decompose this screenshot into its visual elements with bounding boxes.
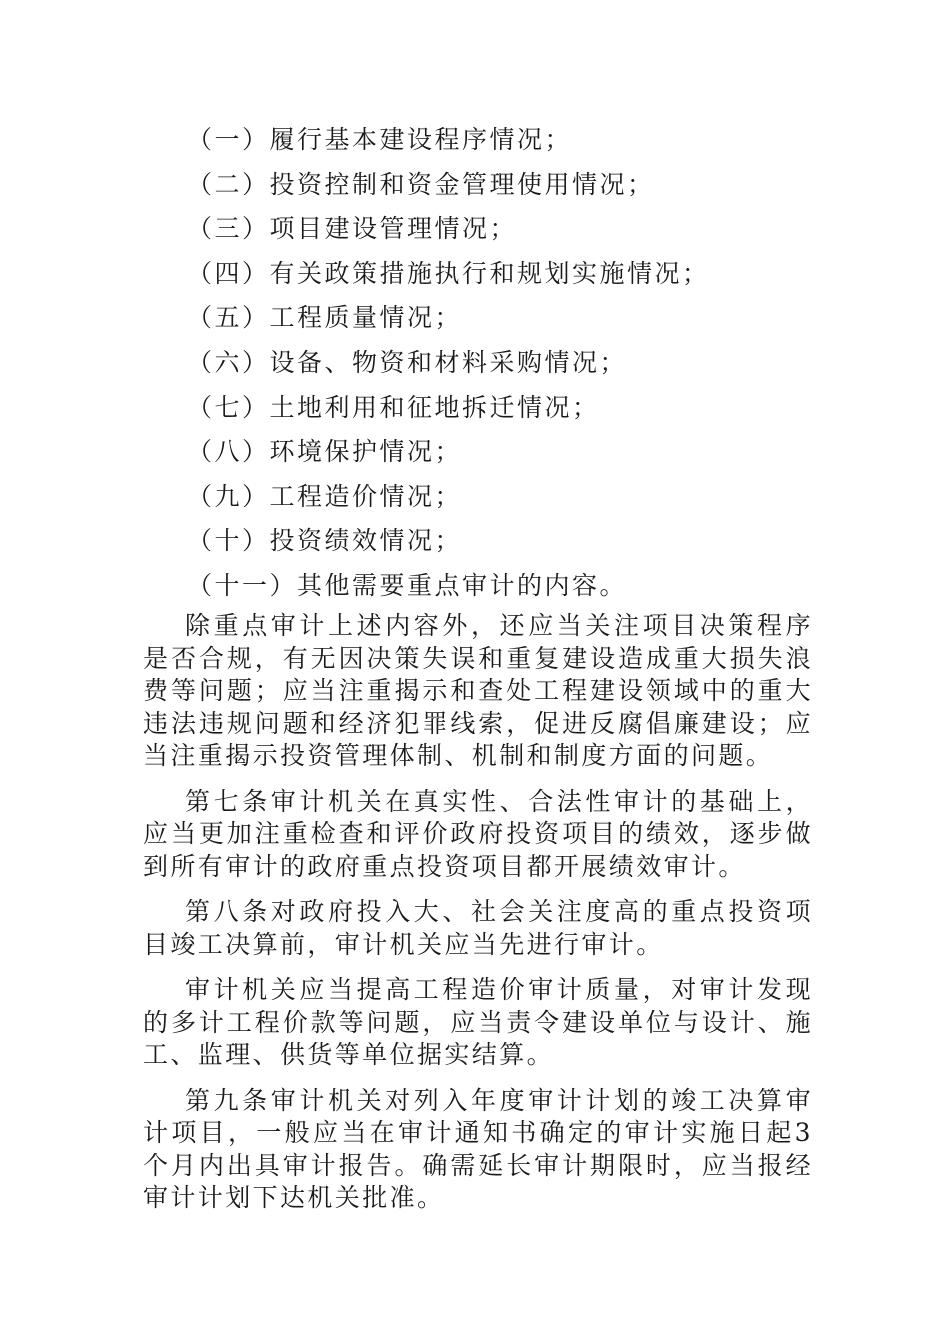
paragraph: 审计机关应当提高工程造价审计质量，对审计发现的多计工程价款等问题，应当责令建设单位与设计、施工、监理、供货等单位据实结算。 [143, 975, 813, 1069]
list-item: （六）设备、物资和材料采购情况； [187, 347, 628, 377]
list-item: （十一）其他需要重点审计的内容。 [187, 570, 628, 600]
list-item: （三）项目建设管理情况； [187, 214, 518, 244]
list-item: （一）履行基本建设程序情况； [187, 125, 573, 154]
paragraph: 第九条审计机关对列入年度审计计划的竣工决算审计项目，一般应当在审计通知书确定的审计实施日起3个月内出具审计报告。确需延长审计期限时，应当报经审计计划下达机关批准。 [143, 1085, 813, 1212]
paragraph: 第八条对政府投入大、社会关注度高的重点投资项目竣工决算前，审计机关应当先进行审计。 [143, 897, 813, 959]
list-item: （八）环境保护情况； [187, 437, 463, 467]
list-item: （二）投资控制和资金管理使用情况； [187, 169, 655, 199]
audit-content-list [187, 118, 710, 609]
body-text [143, 610, 813, 1228]
list-item: （十）投资绩效情况； [187, 526, 463, 556]
list-item: （七）土地利用和征地拆迁情况； [187, 392, 600, 422]
list-item: （九）工程造价情况； [187, 481, 463, 511]
list-item: （五）工程质量情况； [187, 303, 463, 333]
paragraph: 除重点审计上述内容外，还应当关注项目决策程序是否合规，有无因决策失误和重复建设造成重大损失浪费等问题；应当注重揭示和查处工程建设领域中的重大违法违规问题和经济犯罪线索，促进反腐倡廉建设；应当注重揭示投资管理体制、机制和制度方面的问题。 [143, 611, 813, 770]
paragraph: 第七条审计机关在真实性、合法性审计的基础上，应当更加注重检查和评价政府投资项目的绩效，逐步做到所有审计的政府重点投资项目都开展绩效审计。 [143, 786, 813, 881]
list-item: （四）有关政策措施执行和规划实施情况； [187, 258, 710, 288]
